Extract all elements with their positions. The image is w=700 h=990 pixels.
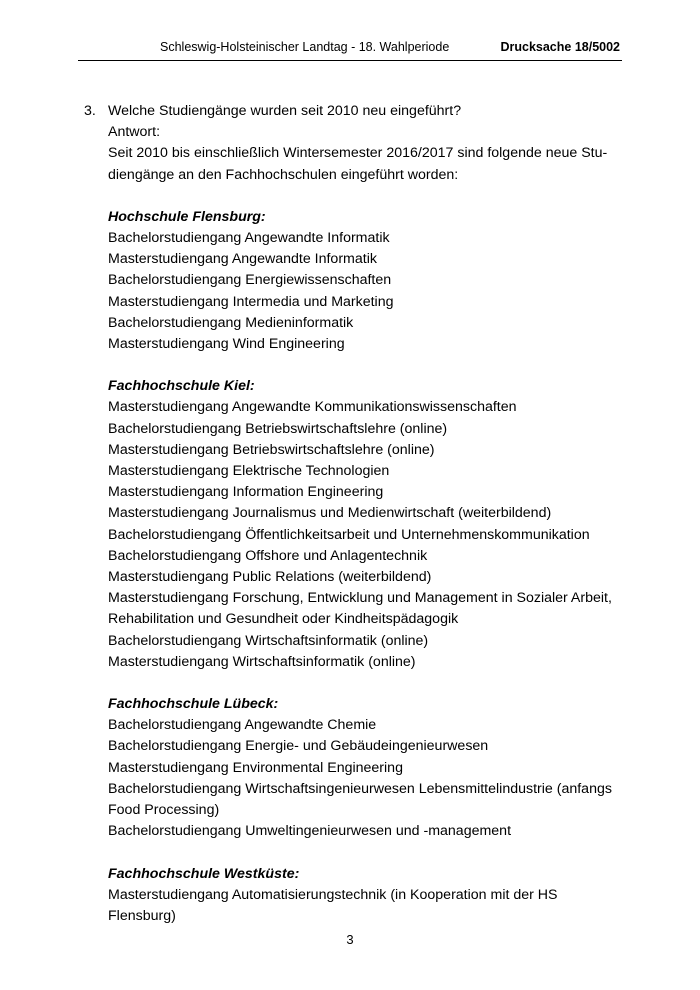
- header-document-number: Drucksache 18/5002: [500, 40, 620, 54]
- question-number: 3.: [84, 103, 96, 119]
- document-body: [84, 101, 624, 927]
- study-program-item: Masterstudiengang Intermedia und Marketing: [108, 293, 394, 310]
- section-3: [84, 694, 624, 842]
- study-program-item: Bachelorstudiengang Umweltingenieurwesen und -management: [108, 823, 512, 840]
- page-header: [78, 38, 622, 61]
- study-program-item: Masterstudiengang Forschung, Entwicklung und Management in Sozialer Arbeit,: [108, 590, 612, 607]
- study-program-item: Bachelorstudiengang Medieninformatik: [108, 314, 354, 331]
- sections-list: [84, 207, 624, 927]
- study-program-item: Bachelorstudiengang Wirtschaftsingenieurwesen Lebensmittelindustrie (anfangs: [108, 780, 612, 797]
- study-program-item: Rehabilitation und Gesundheit oder Kindheitspädagogik: [108, 611, 459, 628]
- study-program-item: Masterstudiengang Angewandte Informatik: [108, 251, 377, 268]
- study-program-item: Masterstudiengang Betriebswirtschaftslehre (online): [108, 441, 435, 458]
- study-program-item: Masterstudiengang Elektrische Technologien: [108, 463, 390, 480]
- section-title: Fachhochschule Lübeck:: [108, 696, 279, 713]
- study-program-item: Bachelorstudiengang Wirtschaftsinformatik (online): [108, 632, 429, 649]
- study-program-item: Bachelorstudiengang Energie- und Gebäudeingenieurwesen: [108, 738, 489, 755]
- section-title: Fachhochschule Westküste:: [108, 865, 300, 882]
- section-4: [84, 864, 624, 928]
- study-program-item: Masterstudiengang Public Relations (weiterbildend): [108, 569, 432, 586]
- study-program-item: Masterstudiengang Automatisierungstechnik (in Kooperation mit der HS Flensburg): [108, 886, 558, 924]
- question-text: Welche Studiengänge wurden seit 2010 neu eingeführt?: [108, 103, 462, 119]
- section-title: Fachhochschule Kiel:: [108, 378, 255, 395]
- study-program-item: Bachelorstudiengang Betriebswirtschaftslehre (online): [108, 420, 448, 437]
- study-program-item: Bachelorstudiengang Offshore und Anlagentechnik: [108, 547, 428, 564]
- study-program-item: Bachelorstudiengang Öffentlichkeitsarbeit und Unternehmenskommunikation: [108, 526, 590, 543]
- answer-block: [84, 122, 624, 186]
- study-program-item: Masterstudiengang Wind Engineering: [108, 336, 345, 353]
- answer-line: diengänge an den Fachhochschulen eingeführt worden:: [108, 166, 459, 183]
- answer-label: Antwort:: [108, 124, 161, 141]
- study-program-item: Masterstudiengang Environmental Engineering: [108, 759, 403, 776]
- study-program-item: Masterstudiengang Wirtschaftsinformatik (online): [108, 653, 416, 670]
- section-2: [84, 376, 624, 673]
- page-number: 3: [346, 932, 354, 947]
- study-program-item: Masterstudiengang Angewandte Kommunikationswissenschaften: [108, 399, 517, 416]
- answer-line: Seit 2010 bis einschließlich Wintersemester 2016/2017 sind folgende neue Stu-: [108, 145, 608, 162]
- question-block: [84, 101, 624, 122]
- study-program-item: Bachelorstudiengang Angewandte Informatik: [108, 230, 390, 247]
- study-program-item: Masterstudiengang Journalismus und Medienwirtschaft (weiterbildend): [108, 505, 552, 522]
- section-title: Hochschule Flensburg:: [108, 208, 266, 225]
- study-program-item: Bachelorstudiengang Angewandte Chemie: [108, 717, 377, 734]
- header-parliament-title: Schleswig-Holsteinischer Landtag - 18. Wahlperiode: [160, 40, 450, 54]
- study-program-item: Masterstudiengang Information Engineering: [108, 484, 384, 501]
- section-1: [84, 207, 624, 355]
- study-program-item: Food Processing): [108, 802, 220, 819]
- study-program-item: Bachelorstudiengang Energiewissenschaften: [108, 272, 392, 289]
